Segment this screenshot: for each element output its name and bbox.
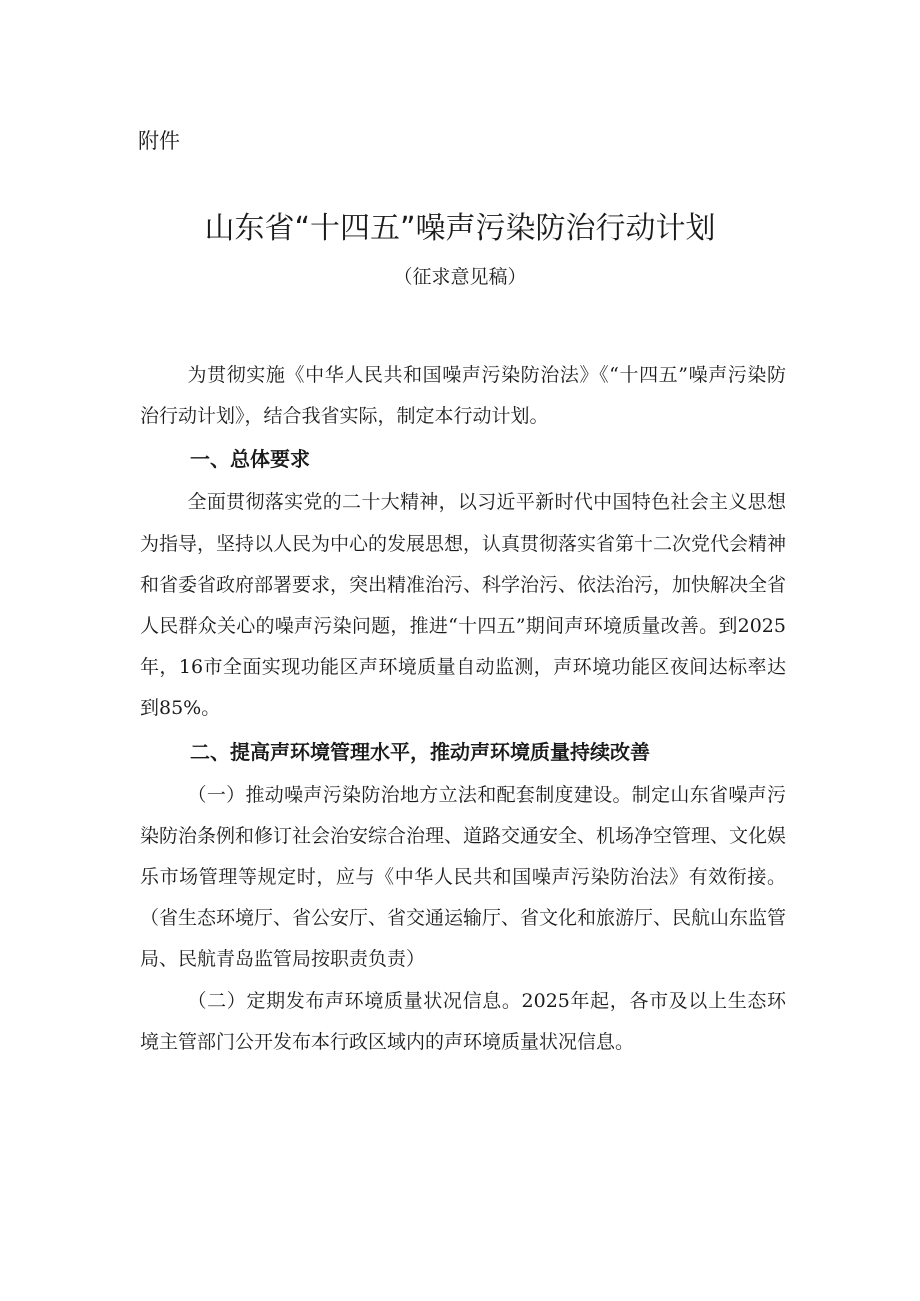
document-subtitle: （征求意见稿） bbox=[393, 266, 527, 288]
attachment-label: 附件 bbox=[138, 129, 180, 153]
body-paragraph: 全面贯彻落实党的二十大精神，以习近平新时代中国特色社会主义思想为指导，坚持以人民为中心的发展思想，认真贯彻落实省第十二次党代会精神和省委省政府部署要求，突出精准治污、科学治污、依法治污，加快解决全省人民群众关心的噪声污染问题，推进“十四五”期间声环境质量改善。到2025年，16市全面实现功能区声环境质量自动监测，声环境功能区夜间达标率达到85%。 bbox=[140, 491, 787, 720]
body-paragraph: （一）推动噪声污染防治地方立法和配套制度建设。制定山东省噪声污染防治条例和修订社会治安综合治理、道路交通安全、机场净空管理、文化娱乐市场管理等规定时，应与《中华人民共和国噪声污染防治法》有效衔接。（省生态环境厅、省公安厅、省交通运输厅、省文化和旅游厅、民航山东监管局、民航青岛监管局按职责负责） bbox=[140, 783, 787, 971]
section-heading: 一、总体要求 bbox=[190, 447, 310, 472]
body-paragraph: （二）定期发布声环境质量状况信息。2025年起，各市及以上生态环境主管部门公开发布本行政区域内的声环境质量状况信息。 bbox=[140, 989, 786, 1053]
section-heading: 二、提高声环境管理水平，推动声环境质量持续改善 bbox=[190, 739, 650, 764]
document-title: 山东省“十四五”噪声污染防治行动计划 bbox=[204, 211, 716, 246]
document-body bbox=[140, 355, 786, 1063]
intro-paragraph: 为贯彻实施《中华人民共和国噪声污染防治法》《“十四五”噪声污染防治行动计划》，结合我省实际，制定本行动计划。 bbox=[140, 364, 786, 428]
